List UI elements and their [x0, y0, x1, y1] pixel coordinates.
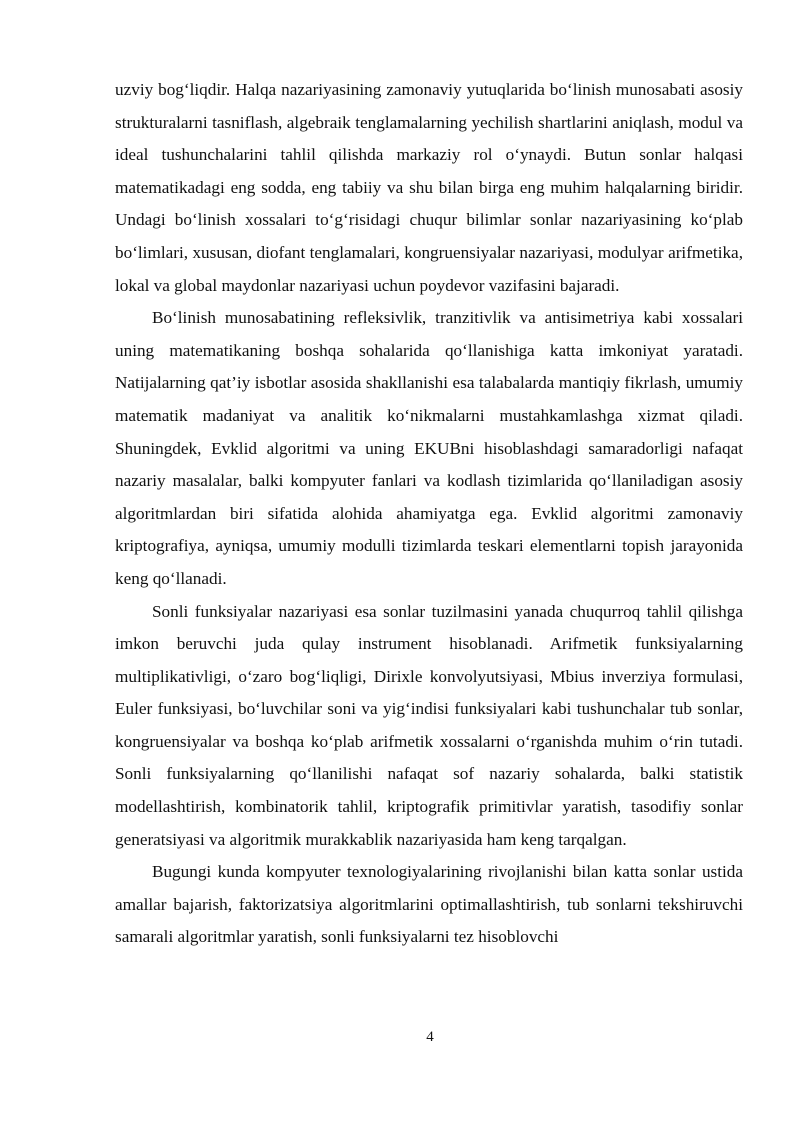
paragraph-divisibility-properties: Bo‘linish munosabatining refleksivlik, tranzitivlik va antisimetriya kabi xossalari uning matematikaning boshqa sohalarida qo‘llanishiga katta imkoniyat yaratadi. Natijalarning qat’iy isbotlar asosida shakllanishi esa talabalarda mantiqiy fikrlash, umumiy matematik madaniyat va analitik ko‘nikmalarni mustahkamlashga xizmat qiladi. Shuningdek, Evklid algoritmi va uning EKUBni hisoblashdagi samaradorligi nafaqat nazariy masalalar, balki kompyuter fanlari va kodlash tizimlarida qo‘llaniladigan asosiy algoritmlardan biri sifatida alohida ahamiyatga ega. Evklid algoritmi zamonaviy kriptografiya, ayniqsa, umumiy modulli tizimlarda teskari elementlarni topish jarayonida keng qo‘llanadi. [115, 308, 743, 588]
paragraph-arithmetic-functions: Sonli funksiyalar nazariyasi esa sonlar tuzilmasini yanada chuqurroq tahlil qilishga imkon beruvchi juda qulay instrument hisoblanadi. Arifmetik funksiyalarning multiplikativligi, o‘zaro bog‘liqligi, Dirixle konvolyutsiyasi, Mbius inverziya formulasi, Euler funksiyasi, bo‘luvchilar soni va yig‘indisi funksiyalari kabi tushunchalar tub sonlar, kongruensiyalar va boshqa ko‘plab arifmetik xossalarni o‘rganishda muhim o‘rin tutadi. Sonli funksiyalarning qo‘llanilishi nafaqat sof nazariy sohalarda, balki statistik modellashtirish, kombinatorik tahlil, kriptografik primitivlar yaratish, tasodifiy sonlar generatsiyasi va algoritmik murakkablik nazariyasida ham keng tarqalgan. [115, 601, 743, 849]
paragraph-continuation: uzviy bog‘liqdir. Halqa nazariyasining zamonaviy yutuqlarida bo‘linish munosabati asosiy strukturalarni tasniflash, algebraik tenglamalarning yechilish shartlarini aniqlash, modul va ideal tushunchalarini tahlil qilishda markaziy rol o‘ynaydi. Butun sonlar halqasi matematikadagi eng sodda, eng tabiiy va shu bilan birga eng muhim halqalarning biridir. Undagi bo‘linish xossalari to‘g‘risidagi chuqur bilimlar sonlar nazariyasining ko‘plab bo‘limlari, xususan, diofant tenglamalari, kongruensiyalar nazariyasi, modulyar arifmetika, lokal va global maydonlar nazariyasi uchun poydevor vazifasini bajaradi. [115, 80, 743, 295]
page-number: 4 [426, 1029, 434, 1045]
paragraph-computer-technology: Bugungi kunda kompyuter texnologiyalarining rivojlanishi bilan katta sonlar ustida amallar bajarish, faktorizatsiya algoritmlarini optimallashtirish, tub sonlarni tekshiruvchi samarali algoritmlar yaratish, sonli funksiyalarni tez hisoblovchi [115, 862, 743, 947]
document-page [115, 74, 743, 954]
